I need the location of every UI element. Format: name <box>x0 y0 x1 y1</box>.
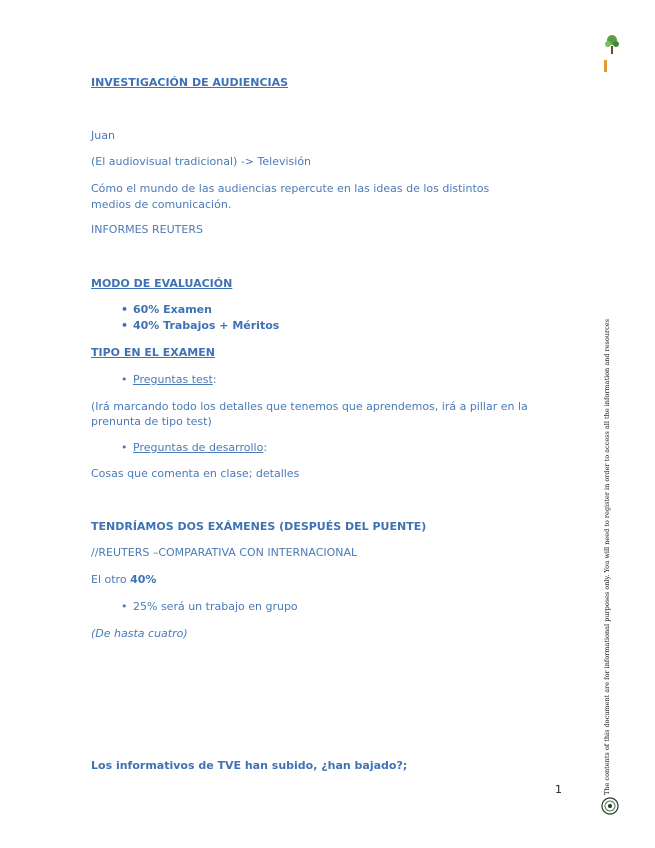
test-note-2: prenunta de tipo test) <box>91 415 212 428</box>
paragraph-audiencias-1: Cómo el mundo de las audiencias repercute en las ideas de los distintos <box>91 182 490 195</box>
list-item: • 25% será un trabajo en grupo <box>121 600 298 613</box>
bullet-icon: • <box>121 303 129 316</box>
preguntas-test-label: Preguntas test <box>133 373 213 386</box>
author-line: Juan <box>91 129 115 142</box>
top-logo-icon <box>604 34 620 56</box>
modo-heading: MODO DE EVALUACIÓN <box>91 277 233 290</box>
paragraph-tv: (El audiovisual tradicional) -> Televisión <box>91 155 312 168</box>
side-watermark-text: The contents of this document are for informational purposes only. You will need to register in order to access all the information and resources <box>603 319 611 795</box>
otro-line: El otro 40% <box>91 573 157 586</box>
accent-bar-icon <box>604 60 607 72</box>
bullet-icon: • <box>121 319 129 332</box>
list-item: • 40% Trabajos + Méritos <box>121 319 280 332</box>
page-number: 1 <box>555 783 562 796</box>
reuters-comparativa: //REUTERS –COMPARATIVA CON INTERNACIONAL <box>91 546 358 559</box>
paragraph-reuters: INFORMES REUTERS <box>91 223 203 236</box>
list-item: • 60% Examen <box>121 303 212 316</box>
list-item: • Preguntas de desarrollo: <box>121 441 268 454</box>
preguntas-desarrollo-label: Preguntas de desarrollo <box>133 441 264 454</box>
document-title: INVESTIGACIÓN DE AUDIENCIAS <box>91 76 289 89</box>
desarrollo-note: Cosas que comenta en clase; detalles <box>91 467 300 480</box>
note-cuatro: (De hasta cuatro) <box>91 627 188 640</box>
bottom-seal-icon <box>600 796 620 816</box>
paragraph-audiencias-2: medios de comunicación. <box>91 198 232 211</box>
list-item: • Preguntas test: <box>121 373 217 386</box>
bullet-icon: • <box>121 441 128 454</box>
bullet-icon: • <box>121 600 128 613</box>
bullet-icon: • <box>121 373 128 386</box>
closing-line: Los informativos de TVE han subido, ¿han bajado?; <box>91 759 408 772</box>
tipo-heading: TIPO EN EL EXAMEN <box>91 346 215 359</box>
test-note-1: (Irá marcando todo los detalles que tenemos que aprendemos, irá a pillar en la <box>91 400 528 413</box>
examenes-heading: TENDRÍAMOS DOS EXÁMENES (DESPUÉS DEL PUENTE) <box>91 520 427 533</box>
